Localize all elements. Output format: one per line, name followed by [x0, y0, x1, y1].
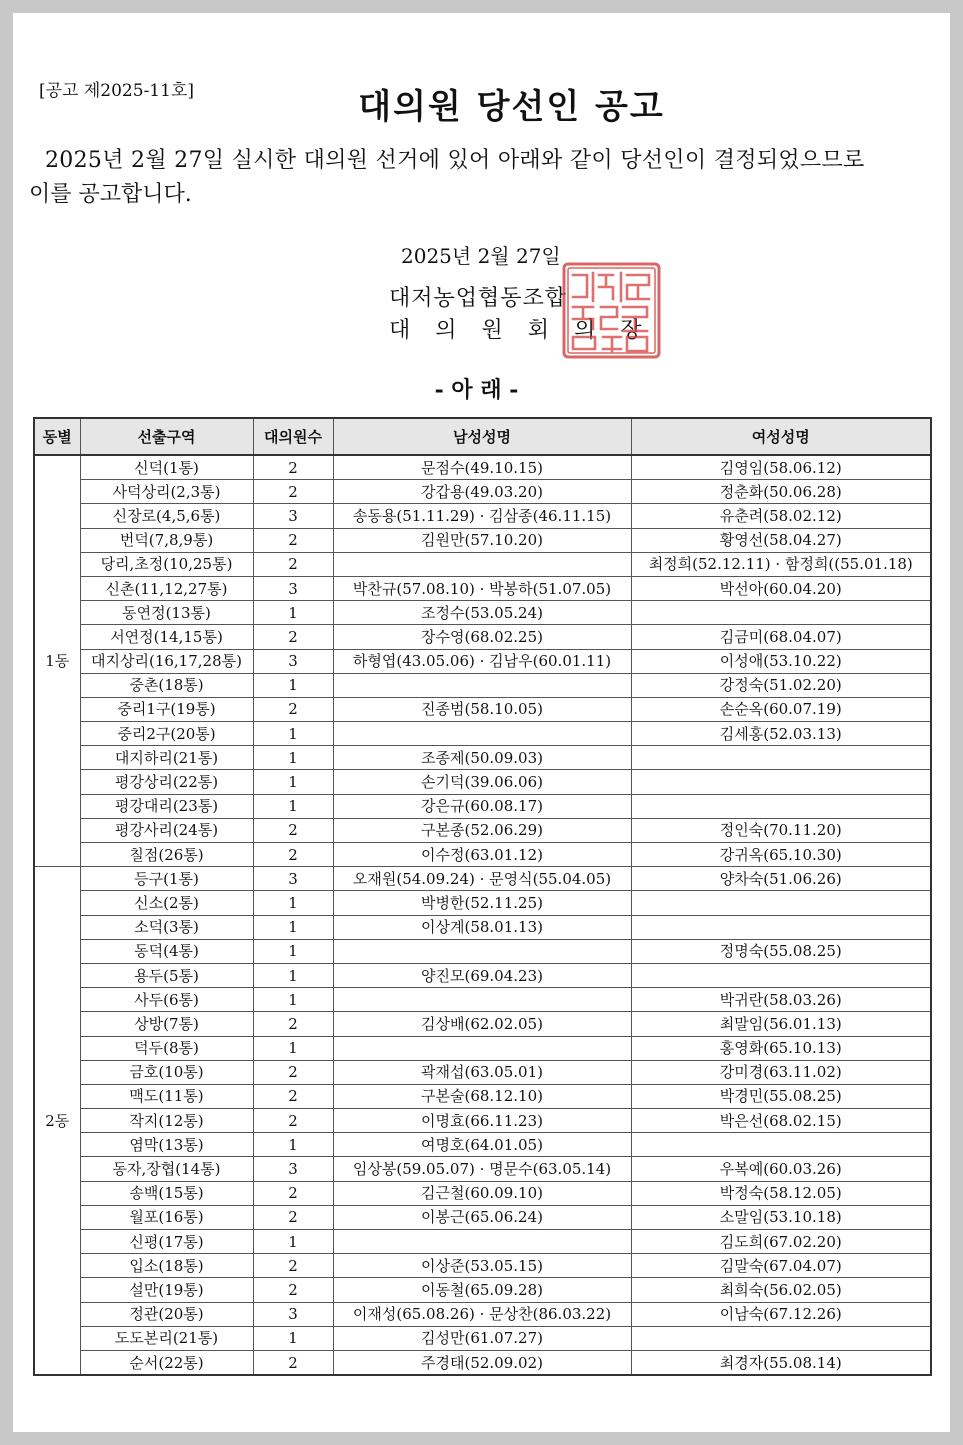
male-names-cell: 이수정(63.01.12) [333, 843, 631, 867]
count-cell: 1 [253, 673, 333, 697]
female-names-cell [631, 1326, 931, 1350]
table-row [34, 649, 931, 673]
table-row [34, 1084, 931, 1108]
page-title [13, 79, 950, 128]
table-body [34, 455, 931, 1375]
count-cell: 2 [253, 1205, 333, 1229]
district-cell: 송백(15통) [80, 1181, 253, 1205]
district-cell: 신소(2통) [80, 891, 253, 915]
notice-date: 2025년 2월 27일 [401, 244, 561, 268]
district-cell: 신평(17통) [80, 1230, 253, 1254]
count-cell: 2 [253, 480, 333, 504]
male-names-cell: 임상봉(59.05.07) · 명문수(63.05.14) [333, 1157, 631, 1181]
count-cell: 1 [253, 963, 333, 987]
count-cell: 2 [253, 1012, 333, 1036]
district-cell: 대지하리(21통) [80, 746, 253, 770]
male-names-cell: 이상계(58.01.13) [333, 915, 631, 939]
table-row [34, 1230, 931, 1254]
table-row [34, 528, 931, 552]
table-row [34, 1205, 931, 1229]
female-names-cell: 김영임(58.06.12) [631, 455, 931, 480]
male-names-cell: 강은규(60.08.17) [333, 794, 631, 818]
page-title-text: 대의원 당선인 공고 [358, 87, 665, 127]
male-names-cell [333, 673, 631, 697]
table-row [34, 504, 931, 528]
female-names-cell: 이남숙(67.12.26) [631, 1302, 931, 1326]
male-names-cell: 장수영(68.02.25) [333, 625, 631, 649]
table-row [34, 552, 931, 576]
count-cell: 1 [253, 915, 333, 939]
count-cell: 1 [253, 1036, 333, 1060]
dong-cell: 2동 [34, 867, 80, 1375]
count-cell: 2 [253, 697, 333, 721]
count-cell: 2 [253, 818, 333, 842]
female-names-cell: 박선아(60.04.20) [631, 576, 931, 600]
notice-number: [공고 제2025-11호] [39, 81, 194, 101]
table-row [34, 867, 931, 891]
district-cell: 중촌(18통) [80, 673, 253, 697]
count-cell: 1 [253, 988, 333, 1012]
male-names-cell [333, 939, 631, 963]
count-cell: 1 [253, 722, 333, 746]
table-row [34, 673, 931, 697]
below-label-text: - 아 래 - [434, 377, 519, 403]
notice-page [13, 13, 950, 1432]
district-cell: 금호(10통) [80, 1060, 253, 1084]
column-header-dong: 동별 [34, 418, 80, 455]
male-names-cell: 이명효(66.11.23) [333, 1109, 631, 1133]
female-names-cell: 황영선(58.04.27) [631, 528, 931, 552]
signer-position: 대 의 원 회 의 장 [389, 318, 651, 343]
male-names-cell: 손기덕(39.06.06) [333, 770, 631, 794]
column-header-female: 여성성명 [631, 418, 931, 455]
male-names-cell: 김상배(62.02.05) [333, 1012, 631, 1036]
table-row [34, 794, 931, 818]
district-cell: 평강사리(24통) [80, 818, 253, 842]
district-cell: 작지(12통) [80, 1109, 253, 1133]
count-cell: 2 [253, 625, 333, 649]
count-cell: 3 [253, 867, 333, 891]
count-cell: 2 [253, 455, 333, 480]
column-header-count: 대의원수 [253, 418, 333, 455]
district-cell: 동덕(4통) [80, 939, 253, 963]
female-names-cell [631, 601, 931, 625]
district-cell: 사두(6통) [80, 988, 253, 1012]
table-row [34, 1060, 931, 1084]
male-names-cell: 김원만(57.10.20) [333, 528, 631, 552]
table-row [34, 601, 931, 625]
count-cell: 1 [253, 1230, 333, 1254]
notice-body-line-1: 2025년 2월 27일 실시한 대의원 선거에 있어 아래와 같이 당선인이 결정되었으므로 [45, 148, 865, 173]
district-cell: 신촌(11,12,27통) [80, 576, 253, 600]
table-row [34, 480, 931, 504]
district-cell: 신덕(1통) [80, 455, 253, 480]
female-names-cell: 강미경(63.11.02) [631, 1060, 931, 1084]
table-row [34, 746, 931, 770]
delegate-results-table [33, 417, 932, 1376]
district-cell: 신장로(4,5,6통) [80, 504, 253, 528]
district-cell: 등구(1통) [80, 867, 253, 891]
female-names-cell: 김도희(67.02.20) [631, 1230, 931, 1254]
table-row [34, 1254, 931, 1278]
male-names-cell: 오재원(54.09.24) · 문영식(55.04.05) [333, 867, 631, 891]
district-cell: 대지상리(16,17,28통) [80, 649, 253, 673]
female-names-cell: 우복예(60.03.26) [631, 1157, 931, 1181]
count-cell: 1 [253, 1133, 333, 1157]
count-cell: 1 [253, 601, 333, 625]
female-names-cell: 정명숙(55.08.25) [631, 939, 931, 963]
district-cell: 소덕(3통) [80, 915, 253, 939]
table-row [34, 1278, 931, 1302]
male-names-cell: 구본종(52.06.29) [333, 818, 631, 842]
count-cell: 3 [253, 649, 333, 673]
count-cell: 1 [253, 1326, 333, 1350]
dong-cell: 1동 [34, 455, 80, 867]
table-header-row [34, 418, 931, 455]
female-names-cell: 정인숙(70.11.20) [631, 818, 931, 842]
male-names-cell: 이상준(53.05.15) [333, 1254, 631, 1278]
column-header-male: 남성성명 [333, 418, 631, 455]
male-names-cell: 진종범(58.10.05) [333, 697, 631, 721]
table-row [34, 1350, 931, 1375]
organization-name: 대저농업협동조합 [389, 286, 568, 311]
count-cell: 2 [253, 1181, 333, 1205]
district-cell: 용두(5통) [80, 963, 253, 987]
female-names-cell [631, 746, 931, 770]
count-cell: 3 [253, 504, 333, 528]
below-label [13, 373, 950, 404]
district-cell: 도도본리(21통) [80, 1326, 253, 1350]
female-names-cell: 최경자(55.08.14) [631, 1350, 931, 1375]
count-cell: 1 [253, 770, 333, 794]
table-row [34, 576, 931, 600]
female-names-cell [631, 794, 931, 818]
female-names-cell: 손순옥(60.07.19) [631, 697, 931, 721]
official-seal-stamp [561, 261, 662, 360]
female-names-cell: 김금미(68.04.07) [631, 625, 931, 649]
male-names-cell: 여명호(64.01.05) [333, 1133, 631, 1157]
count-cell: 3 [253, 1302, 333, 1326]
district-cell: 중리1구(19통) [80, 697, 253, 721]
male-names-cell: 박찬규(57.08.10) · 박봉하(51.07.05) [333, 576, 631, 600]
male-names-cell: 양진모(69.04.23) [333, 963, 631, 987]
district-cell: 서연정(14,15통) [80, 625, 253, 649]
female-names-cell [631, 963, 931, 987]
table-row [34, 1109, 931, 1133]
table-row [34, 455, 931, 480]
female-names-cell [631, 891, 931, 915]
male-names-cell: 이재성(65.08.26) · 문상찬(86.03.22) [333, 1302, 631, 1326]
district-cell: 정관(20통) [80, 1302, 253, 1326]
district-cell: 월포(16통) [80, 1205, 253, 1229]
count-cell: 2 [253, 1278, 333, 1302]
female-names-cell: 박경민(55.08.25) [631, 1084, 931, 1108]
male-names-cell: 송동용(51.11.29) · 김삼종(46.11.15) [333, 504, 631, 528]
district-cell: 중리2구(20통) [80, 722, 253, 746]
district-cell: 동연정(13통) [80, 601, 253, 625]
district-cell: 칠점(26통) [80, 843, 253, 867]
female-names-cell: 강귀옥(65.10.30) [631, 843, 931, 867]
district-cell: 맥도(11통) [80, 1084, 253, 1108]
district-cell: 설만(19통) [80, 1278, 253, 1302]
female-names-cell: 최정희(52.12.11) · 함정희((55.01.18) [631, 552, 931, 576]
count-cell: 1 [253, 939, 333, 963]
female-names-cell: 이성애(53.10.22) [631, 649, 931, 673]
table-row [34, 939, 931, 963]
female-names-cell [631, 915, 931, 939]
male-names-cell: 조종제(50.09.03) [333, 746, 631, 770]
district-cell: 염막(13통) [80, 1133, 253, 1157]
table-row [34, 1012, 931, 1036]
count-cell: 1 [253, 794, 333, 818]
table-row [34, 770, 931, 794]
count-cell: 2 [253, 1254, 333, 1278]
table-row [34, 1133, 931, 1157]
male-names-cell [333, 722, 631, 746]
female-names-cell: 홍영화(65.10.13) [631, 1036, 931, 1060]
district-cell: 평강상리(22통) [80, 770, 253, 794]
table-row [34, 697, 931, 721]
table-row [34, 843, 931, 867]
column-header-district: 선출구역 [80, 418, 253, 455]
female-names-cell: 강정숙(51.02.20) [631, 673, 931, 697]
district-cell: 번덕(7,8,9통) [80, 528, 253, 552]
table-row [34, 915, 931, 939]
table-row [34, 625, 931, 649]
count-cell: 2 [253, 1084, 333, 1108]
male-names-cell: 조정수(53.05.24) [333, 601, 631, 625]
female-names-cell: 최희숙(56.02.05) [631, 1278, 931, 1302]
table-row [34, 1181, 931, 1205]
count-cell: 1 [253, 891, 333, 915]
district-cell: 상방(7통) [80, 1012, 253, 1036]
female-names-cell: 김세홍(52.03.13) [631, 722, 931, 746]
table-row [34, 1302, 931, 1326]
male-names-cell: 구본술(68.12.10) [333, 1084, 631, 1108]
table-row [34, 1157, 931, 1181]
table-row [34, 988, 931, 1012]
count-cell: 2 [253, 1060, 333, 1084]
male-names-cell [333, 1230, 631, 1254]
male-names-cell: 이동철(65.09.28) [333, 1278, 631, 1302]
female-names-cell: 김말숙(67.04.07) [631, 1254, 931, 1278]
count-cell: 3 [253, 1157, 333, 1181]
district-cell: 동자,장협(14통) [80, 1157, 253, 1181]
female-names-cell: 정춘화(50.06.28) [631, 480, 931, 504]
male-names-cell [333, 988, 631, 1012]
male-names-cell: 주경태(52.09.02) [333, 1350, 631, 1375]
table-row [34, 722, 931, 746]
male-names-cell [333, 552, 631, 576]
count-cell: 2 [253, 1109, 333, 1133]
male-names-cell: 강갑용(49.03.20) [333, 480, 631, 504]
table-row [34, 1326, 931, 1350]
male-names-cell: 김근철(60.09.10) [333, 1181, 631, 1205]
district-cell: 덕두(8통) [80, 1036, 253, 1060]
district-cell: 사덕상리(2,3통) [80, 480, 253, 504]
table-row [34, 818, 931, 842]
female-names-cell: 박정숙(58.12.05) [631, 1181, 931, 1205]
district-cell: 평강대리(23통) [80, 794, 253, 818]
female-names-cell: 박은선(68.02.15) [631, 1109, 931, 1133]
female-names-cell: 박귀란(58.03.26) [631, 988, 931, 1012]
female-names-cell: 최말임(56.01.13) [631, 1012, 931, 1036]
table-row [34, 1036, 931, 1060]
male-names-cell: 김성만(61.07.27) [333, 1326, 631, 1350]
district-cell: 당리,초정(10,25통) [80, 552, 253, 576]
female-names-cell [631, 1133, 931, 1157]
male-names-cell: 이봉근(65.06.24) [333, 1205, 631, 1229]
table-row [34, 963, 931, 987]
notice-body-line-2: 이를 공고합니다. [29, 182, 192, 207]
female-names-cell: 소말임(53.10.18) [631, 1205, 931, 1229]
count-cell: 3 [253, 576, 333, 600]
female-names-cell: 양차숙(51.06.26) [631, 867, 931, 891]
female-names-cell [631, 770, 931, 794]
count-cell: 2 [253, 1350, 333, 1375]
male-names-cell: 곽재섭(63.05.01) [333, 1060, 631, 1084]
district-cell: 입소(18통) [80, 1254, 253, 1278]
count-cell: 2 [253, 843, 333, 867]
male-names-cell: 문점수(49.10.15) [333, 455, 631, 480]
table-row [34, 891, 931, 915]
district-cell: 순서(22통) [80, 1350, 253, 1375]
male-names-cell [333, 1036, 631, 1060]
count-cell: 2 [253, 552, 333, 576]
female-names-cell: 유춘려(58.02.12) [631, 504, 931, 528]
count-cell: 2 [253, 528, 333, 552]
male-names-cell: 박병한(52.11.25) [333, 891, 631, 915]
male-names-cell: 하형엽(43.05.06) · 김남우(60.01.11) [333, 649, 631, 673]
count-cell: 1 [253, 746, 333, 770]
notice-body [29, 144, 934, 212]
